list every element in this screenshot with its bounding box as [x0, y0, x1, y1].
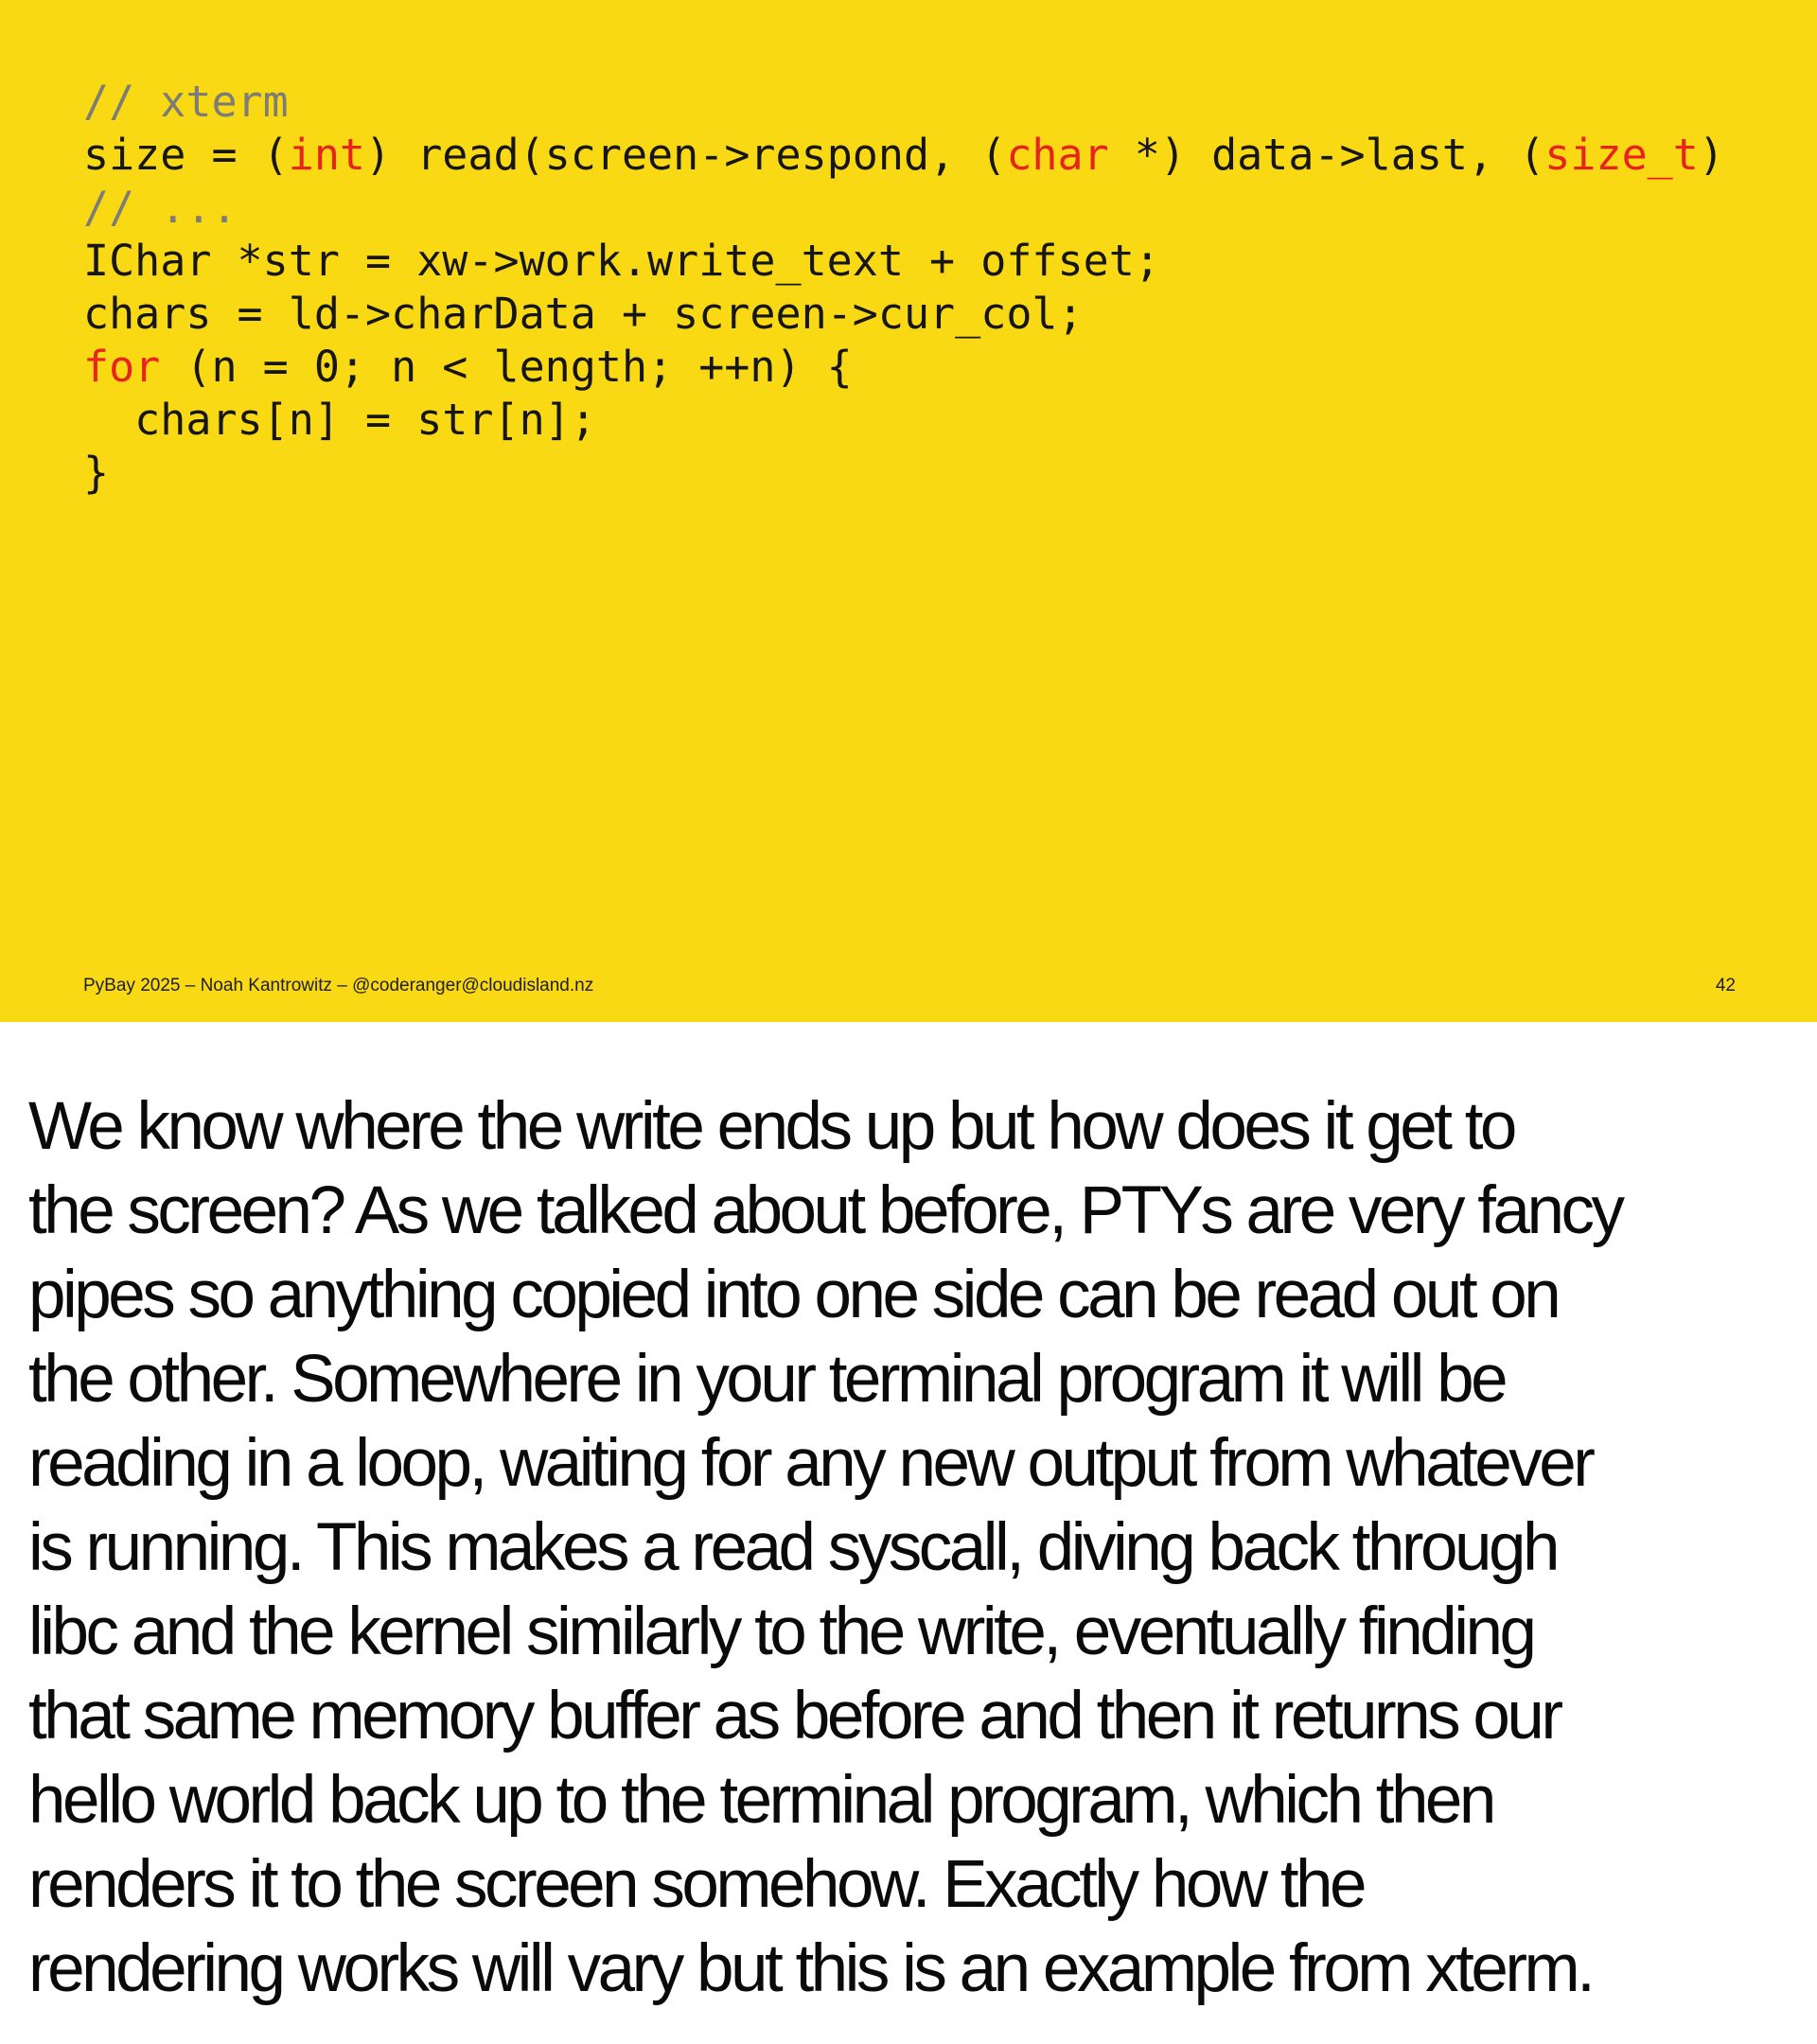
- code-token-plain: chars[n] = str[n];: [83, 395, 596, 445]
- notes-line: libc and the kernel similarly to the write, eventually finding: [28, 1595, 1534, 1669]
- footer-credit: PyBay 2025 – Noah Kantrowitz – @coderanger@cloudisland.nz: [83, 976, 594, 996]
- code-line: [83, 129, 1724, 182]
- notes-line: reading in a loop, waiting for any new output from whatever: [28, 1426, 1593, 1501]
- code-token-keyword: for: [83, 342, 161, 392]
- code-token-plain: ): [1698, 130, 1724, 180]
- code-line: [83, 394, 1724, 447]
- code-token-plain: size = (: [83, 130, 289, 180]
- notes-line: hello world back up to the terminal program, which then: [28, 1763, 1493, 1838]
- notes-line: that same memory buffer as before and then it returns our: [28, 1679, 1561, 1753]
- code-token-comment: // xterm: [83, 77, 289, 127]
- code-line: [83, 341, 1724, 394]
- code-line: [83, 288, 1724, 341]
- notes-line: rendering works will vary but this is an example from xterm.: [28, 1931, 1593, 2006]
- code-token-plain: (n = 0; n < length; ++n) {: [160, 342, 853, 392]
- code-line: [83, 76, 1724, 129]
- code-line: [83, 182, 1724, 235]
- notes-line: We know where the write ends up but how does it get to: [28, 1089, 1514, 1164]
- notes-line: pipes so anything copied into one side can be read out on: [28, 1258, 1559, 1332]
- code-line: [83, 447, 1724, 500]
- notes-line: renders it to the screen somehow. Exactly how the: [28, 1847, 1365, 1922]
- code-token-plain: chars = ld->charData + screen->cur_col;: [83, 289, 1084, 339]
- code-token-plain: IChar *str = xw->work.write_text + offset;: [83, 236, 1160, 286]
- speaker-notes: [0, 1022, 1817, 2044]
- code-token-comment: // ...: [83, 183, 238, 233]
- page-number: 42: [1715, 976, 1736, 996]
- code-token-keyword: size_t: [1544, 130, 1699, 180]
- code-token-plain: *) data->last, (: [1108, 130, 1545, 180]
- code-token-keyword: char: [1006, 130, 1109, 180]
- code-token-plain: }: [83, 448, 110, 498]
- notes-line: is running. This makes a read syscall, diving back through: [28, 1510, 1557, 1585]
- notes-line: the other. Somewhere in your terminal program it will be: [28, 1342, 1506, 1417]
- code-block: [83, 76, 1724, 500]
- slide-footer: [83, 976, 1736, 996]
- code-token-keyword: int: [288, 130, 366, 180]
- notes-line: the screen? As we talked about before, PTYs are very fancy: [28, 1173, 1622, 1248]
- code-line: [83, 235, 1724, 288]
- code-token-plain: ) read(screen->respond, (: [365, 130, 1007, 180]
